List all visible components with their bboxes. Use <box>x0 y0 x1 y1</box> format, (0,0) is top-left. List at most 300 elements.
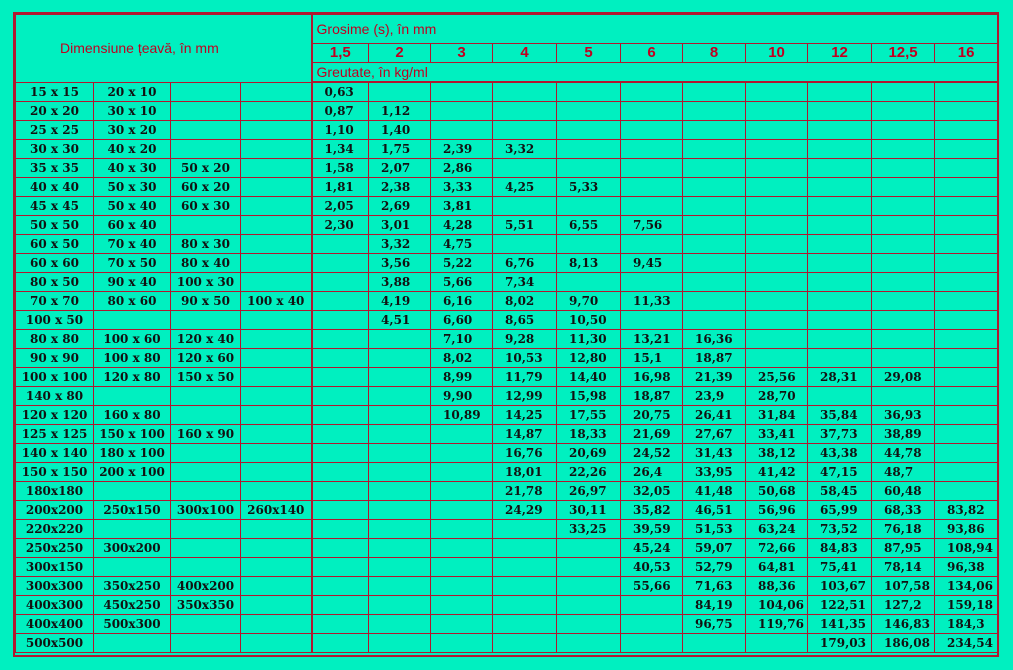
weight-cell: 6,76 <box>493 254 557 273</box>
weight-cell: 14,40 <box>557 368 621 387</box>
dimension-cell: 70 x 40 <box>94 235 171 254</box>
dimension-cell: 120 x 120 <box>16 406 94 425</box>
weight-cell <box>312 444 369 463</box>
weight-cell: 5,66 <box>431 273 493 292</box>
dimension-cell: 150 x 100 <box>94 425 171 444</box>
weight-cell <box>431 577 493 596</box>
weight-cell <box>808 254 872 273</box>
weight-cell: 16,36 <box>683 330 746 349</box>
weight-cell <box>493 102 557 121</box>
weight-cell <box>431 102 493 121</box>
weight-cell <box>808 330 872 349</box>
weight-cell <box>493 121 557 140</box>
weight-cell <box>683 197 746 216</box>
dimension-cell <box>94 634 171 653</box>
dimension-cell: 160 x 80 <box>94 406 171 425</box>
weight-cell <box>808 292 872 311</box>
weight-cell: 4,75 <box>431 235 493 254</box>
weight-cell <box>312 330 369 349</box>
weight-cell: 4,25 <box>493 178 557 197</box>
weight-cell <box>808 140 872 159</box>
weight-cell <box>872 140 935 159</box>
weight-cell: 8,02 <box>493 292 557 311</box>
weight-cell <box>621 615 683 634</box>
dimension-cell: 90 x 90 <box>16 349 94 368</box>
weight-cell <box>746 292 808 311</box>
weight-cell <box>683 311 746 330</box>
thickness-header-cell: 10 <box>746 44 808 63</box>
weight-cell <box>557 634 621 653</box>
weight-cell <box>431 82 493 102</box>
weight-cell <box>312 615 369 634</box>
weight-cell: 8,99 <box>431 368 493 387</box>
thickness-header-cell: 8 <box>683 44 746 63</box>
weight-cell <box>621 235 683 254</box>
weight-cell <box>312 349 369 368</box>
weight-cell <box>621 121 683 140</box>
dimension-cell: 100 x 100 <box>16 368 94 387</box>
weight-cell <box>872 273 935 292</box>
weight-cell <box>621 102 683 121</box>
weight-cell: 58,45 <box>808 482 872 501</box>
weight-cell: 15,98 <box>557 387 621 406</box>
weight-cell <box>935 273 998 292</box>
dimension-cell: 400x200 <box>171 577 241 596</box>
weight-cell: 103,67 <box>808 577 872 596</box>
table-row <box>16 197 998 216</box>
weight-cell: 2,05 <box>312 197 369 216</box>
dimension-cell: 500x500 <box>16 634 94 653</box>
weight-cell: 16,98 <box>621 368 683 387</box>
weight-cell: 24,29 <box>493 501 557 520</box>
dimension-cell <box>94 387 171 406</box>
weight-cell <box>872 235 935 254</box>
dimension-cell <box>241 520 312 539</box>
weight-cell <box>431 501 493 520</box>
weight-cell: 127,2 <box>872 596 935 615</box>
weight-cell <box>935 159 998 178</box>
weight-cell: 5,22 <box>431 254 493 273</box>
weight-cell <box>312 520 369 539</box>
weight-cell <box>746 349 808 368</box>
dimension-cell <box>241 482 312 501</box>
weight-cell <box>746 634 808 653</box>
weight-cell <box>935 292 998 311</box>
weight-cell: 9,28 <box>493 330 557 349</box>
table-row <box>16 254 998 273</box>
dimension-cell: 60 x 60 <box>16 254 94 273</box>
dimension-cell: 150 x 50 <box>171 368 241 387</box>
weight-cell <box>431 463 493 482</box>
dimension-cell <box>94 520 171 539</box>
dimension-cell: 260x140 <box>241 501 312 520</box>
weight-cell <box>935 463 998 482</box>
dimension-cell: 100 x 30 <box>171 273 241 292</box>
weight-cell: 2,39 <box>431 140 493 159</box>
weight-cell <box>369 444 431 463</box>
weight-cell <box>493 520 557 539</box>
dimension-cell: 60 x 50 <box>16 235 94 254</box>
weight-cell <box>369 501 431 520</box>
weight-cell: 9,45 <box>621 254 683 273</box>
weight-cell: 3,88 <box>369 273 431 292</box>
weight-cell: 24,52 <box>621 444 683 463</box>
dimension-cell: 40 x 20 <box>94 140 171 159</box>
dimension-cell <box>171 121 241 140</box>
weight-cell: 30,11 <box>557 501 621 520</box>
weight-cell <box>557 273 621 292</box>
table-row <box>16 406 998 425</box>
weight-cell: 93,86 <box>935 520 998 539</box>
weight-cell <box>746 178 808 197</box>
table-row <box>16 463 998 482</box>
dimension-cell: 140 x 80 <box>16 387 94 406</box>
weight-cell <box>557 577 621 596</box>
weight-cell <box>557 539 621 558</box>
weight-cell: 3,56 <box>369 254 431 273</box>
dimension-cell: 35 x 35 <box>16 159 94 178</box>
weight-cell: 1,58 <box>312 159 369 178</box>
weight-cell <box>431 121 493 140</box>
dimension-cell: 200x200 <box>16 501 94 520</box>
weight-cell: 50,68 <box>746 482 808 501</box>
weight-cell: 45,24 <box>621 539 683 558</box>
weight-cell <box>493 558 557 577</box>
weight-cell: 10,53 <box>493 349 557 368</box>
dimension-cell <box>171 82 241 102</box>
dimension-cell <box>241 615 312 634</box>
dimension-cell <box>241 463 312 482</box>
weight-cell: 46,51 <box>683 501 746 520</box>
weight-cell <box>621 596 683 615</box>
weight-cell <box>935 330 998 349</box>
weight-cell <box>493 82 557 102</box>
weight-cell <box>746 235 808 254</box>
weight-cell <box>369 368 431 387</box>
weight-cell <box>808 349 872 368</box>
weight-cell: 1,40 <box>369 121 431 140</box>
dimension-cell: 500x300 <box>94 615 171 634</box>
dimension-cell: 250x150 <box>94 501 171 520</box>
weight-cell: 37,73 <box>808 425 872 444</box>
dimension-cell <box>241 634 312 653</box>
dimension-cell: 40 x 40 <box>16 178 94 197</box>
table-row <box>16 159 998 178</box>
dimension-cell <box>171 102 241 121</box>
weight-cell: 21,69 <box>621 425 683 444</box>
weight-cell <box>872 216 935 235</box>
table-row <box>16 539 998 558</box>
dimension-cell <box>241 140 312 159</box>
weight-cell: 28,31 <box>808 368 872 387</box>
table-row <box>16 425 998 444</box>
weight-cell: 68,33 <box>872 501 935 520</box>
table-row <box>16 444 998 463</box>
weight-cell <box>872 292 935 311</box>
weight-cell <box>683 159 746 178</box>
weight-cell <box>746 121 808 140</box>
dimension-cell <box>171 311 241 330</box>
dimension-cell: 60 x 20 <box>171 178 241 197</box>
weight-cell: 5,51 <box>493 216 557 235</box>
weight-cell: 41,48 <box>683 482 746 501</box>
weight-cell: 72,66 <box>746 539 808 558</box>
dimension-cell <box>241 444 312 463</box>
weight-cell <box>808 102 872 121</box>
dimension-cell: 80 x 50 <box>16 273 94 292</box>
dimension-cell: 20 x 10 <box>94 82 171 102</box>
dimension-cell: 30 x 10 <box>94 102 171 121</box>
weight-cell: 96,38 <box>935 558 998 577</box>
table-row <box>16 349 998 368</box>
table-row <box>16 577 998 596</box>
table-row <box>16 387 998 406</box>
weight-cell <box>369 482 431 501</box>
weight-cell: 13,21 <box>621 330 683 349</box>
weight-cell <box>369 330 431 349</box>
dimension-cell <box>241 311 312 330</box>
dimension-cell: 300x150 <box>16 558 94 577</box>
weight-cell: 6,16 <box>431 292 493 311</box>
weight-cell <box>312 463 369 482</box>
dimension-cell: 70 x 70 <box>16 292 94 311</box>
weight-cell: 159,18 <box>935 596 998 615</box>
weight-cell: 20,69 <box>557 444 621 463</box>
weight-cell <box>872 254 935 273</box>
weight-cell <box>621 140 683 159</box>
dimension-cell: 100 x 40 <box>241 292 312 311</box>
weight-cell <box>369 387 431 406</box>
weight-cell <box>746 254 808 273</box>
weight-cell <box>431 520 493 539</box>
dimension-cell <box>241 596 312 615</box>
weight-cell: 35,82 <box>621 501 683 520</box>
weight-cell: 3,32 <box>493 140 557 159</box>
dimension-cell: 180x180 <box>16 482 94 501</box>
dimension-cell: 300x100 <box>171 501 241 520</box>
weight-cell <box>808 178 872 197</box>
dimension-cell: 80 x 30 <box>171 235 241 254</box>
weight-cell <box>935 102 998 121</box>
dimension-cell <box>241 159 312 178</box>
weight-cell: 3,32 <box>369 235 431 254</box>
weight-cell: 65,99 <box>808 501 872 520</box>
weight-cell: 17,55 <box>557 406 621 425</box>
dimension-cell: 90 x 40 <box>94 273 171 292</box>
dimension-cell: 120 x 40 <box>171 330 241 349</box>
weight-cell: 96,75 <box>683 615 746 634</box>
table-row <box>16 102 998 121</box>
weight-cell <box>493 539 557 558</box>
table-row <box>16 330 998 349</box>
weight-cell <box>312 596 369 615</box>
weight-cell <box>312 501 369 520</box>
weight-cell <box>431 615 493 634</box>
weight-cell: 4,51 <box>369 311 431 330</box>
weight-cell: 60,48 <box>872 482 935 501</box>
dimension-cell <box>241 197 312 216</box>
dimension-cell <box>171 558 241 577</box>
weight-cell: 56,96 <box>746 501 808 520</box>
table-body <box>16 82 998 653</box>
weight-cell: 44,78 <box>872 444 935 463</box>
weight-cell <box>872 330 935 349</box>
weight-cell <box>935 368 998 387</box>
dimension-cell: 120 x 60 <box>171 349 241 368</box>
dimension-cell: 30 x 30 <box>16 140 94 159</box>
weight-cell: 26,41 <box>683 406 746 425</box>
weight-cell: 73,52 <box>808 520 872 539</box>
dimension-cell <box>94 482 171 501</box>
weight-cell <box>493 235 557 254</box>
weight-cell <box>369 558 431 577</box>
weight-cell <box>493 577 557 596</box>
weight-cell: 6,55 <box>557 216 621 235</box>
weight-cell <box>746 159 808 178</box>
weight-cell: 8,13 <box>557 254 621 273</box>
weight-cell <box>935 82 998 102</box>
table-row <box>16 82 998 102</box>
weight-cell <box>746 311 808 330</box>
weight-cell: 18,87 <box>621 387 683 406</box>
weight-cell <box>493 159 557 178</box>
table-row <box>16 501 998 520</box>
table-row <box>16 292 998 311</box>
weight-cell: 26,4 <box>621 463 683 482</box>
dimension-cell <box>171 482 241 501</box>
weight-cell <box>369 577 431 596</box>
weight-cell <box>431 444 493 463</box>
weight-cell <box>808 235 872 254</box>
weight-cell <box>683 254 746 273</box>
dimension-cell <box>241 406 312 425</box>
weight-cell: 12,99 <box>493 387 557 406</box>
weight-cell <box>493 615 557 634</box>
weight-cell <box>621 82 683 102</box>
weight-cell: 9,70 <box>557 292 621 311</box>
weight-cell <box>431 596 493 615</box>
weight-cell <box>872 82 935 102</box>
weight-cell: 3,81 <box>431 197 493 216</box>
weight-cell <box>621 178 683 197</box>
weight-cell <box>312 273 369 292</box>
dimension-cell: 400x400 <box>16 615 94 634</box>
weight-cell: 11,33 <box>621 292 683 311</box>
dimension-cell <box>171 140 241 159</box>
weight-cell: 51,53 <box>683 520 746 539</box>
weight-cell <box>431 634 493 653</box>
weight-cell: 104,06 <box>746 596 808 615</box>
dimension-cell <box>241 216 312 235</box>
weight-cell: 31,43 <box>683 444 746 463</box>
weight-cell: 12,80 <box>557 349 621 368</box>
dimension-cell: 250x250 <box>16 539 94 558</box>
weight-cell: 1,75 <box>369 140 431 159</box>
weight-cell: 71,63 <box>683 577 746 596</box>
thickness-header-cell: 12 <box>808 44 872 63</box>
weight-cell: 8,65 <box>493 311 557 330</box>
dimension-cell: 50 x 40 <box>94 197 171 216</box>
weight-cell: 2,69 <box>369 197 431 216</box>
weight-cell: 36,93 <box>872 406 935 425</box>
weight-cell: 1,12 <box>369 102 431 121</box>
weight-cell <box>683 292 746 311</box>
weight-cell <box>431 539 493 558</box>
weight-cell <box>935 216 998 235</box>
weight-cell <box>312 235 369 254</box>
thickness-header-cell: 1,5 <box>312 44 369 63</box>
weight-cell <box>369 82 431 102</box>
weight-cell: 2,30 <box>312 216 369 235</box>
weight-cell: 47,15 <box>808 463 872 482</box>
weight-cell: 6,60 <box>431 311 493 330</box>
weight-cell: 88,36 <box>746 577 808 596</box>
weight-cell <box>935 121 998 140</box>
dimension-cell: 400x300 <box>16 596 94 615</box>
weight-cell: 122,51 <box>808 596 872 615</box>
dimension-cell <box>171 615 241 634</box>
weight-cell <box>557 140 621 159</box>
dimension-cell: 50 x 50 <box>16 216 94 235</box>
dimension-cell: 220x220 <box>16 520 94 539</box>
weight-cell <box>683 273 746 292</box>
table-row <box>16 311 998 330</box>
dimension-cell: 25 x 25 <box>16 121 94 140</box>
weight-cell <box>431 482 493 501</box>
dimension-cell <box>241 558 312 577</box>
weight-cell: 18,33 <box>557 425 621 444</box>
weight-cell <box>746 140 808 159</box>
weight-cell <box>312 368 369 387</box>
dimension-cell: 100 x 80 <box>94 349 171 368</box>
weight-cell <box>312 406 369 425</box>
weight-cell <box>935 387 998 406</box>
dimension-cell <box>241 235 312 254</box>
dimension-cell <box>171 520 241 539</box>
weight-cell <box>683 178 746 197</box>
dimension-cell: 80 x 60 <box>94 292 171 311</box>
weight-cell: 84,19 <box>683 596 746 615</box>
weight-cell: 33,95 <box>683 463 746 482</box>
weight-cell <box>557 159 621 178</box>
dimension-cell: 200 x 100 <box>94 463 171 482</box>
weight-cell <box>935 140 998 159</box>
table-row <box>16 520 998 539</box>
weight-cell: 32,05 <box>621 482 683 501</box>
weight-cell <box>312 577 369 596</box>
weight-cell: 20,75 <box>621 406 683 425</box>
dimension-cell: 60 x 30 <box>171 197 241 216</box>
dimension-cell: 120 x 80 <box>94 368 171 387</box>
dimension-cell: 350x250 <box>94 577 171 596</box>
weight-cell <box>935 482 998 501</box>
dimension-cell <box>171 539 241 558</box>
weight-cell: 2,38 <box>369 178 431 197</box>
weight-cell <box>493 596 557 615</box>
weight-cell: 1,81 <box>312 178 369 197</box>
weight-cell <box>369 539 431 558</box>
weight-cell <box>872 102 935 121</box>
table-row <box>16 216 998 235</box>
weight-cell: 75,41 <box>808 558 872 577</box>
weight-cell <box>369 349 431 368</box>
weight-cell <box>557 82 621 102</box>
weight-cell: 48,7 <box>872 463 935 482</box>
weight-cell: 108,94 <box>935 539 998 558</box>
weight-cell <box>369 463 431 482</box>
weight-cell <box>808 387 872 406</box>
weight-cell <box>369 425 431 444</box>
